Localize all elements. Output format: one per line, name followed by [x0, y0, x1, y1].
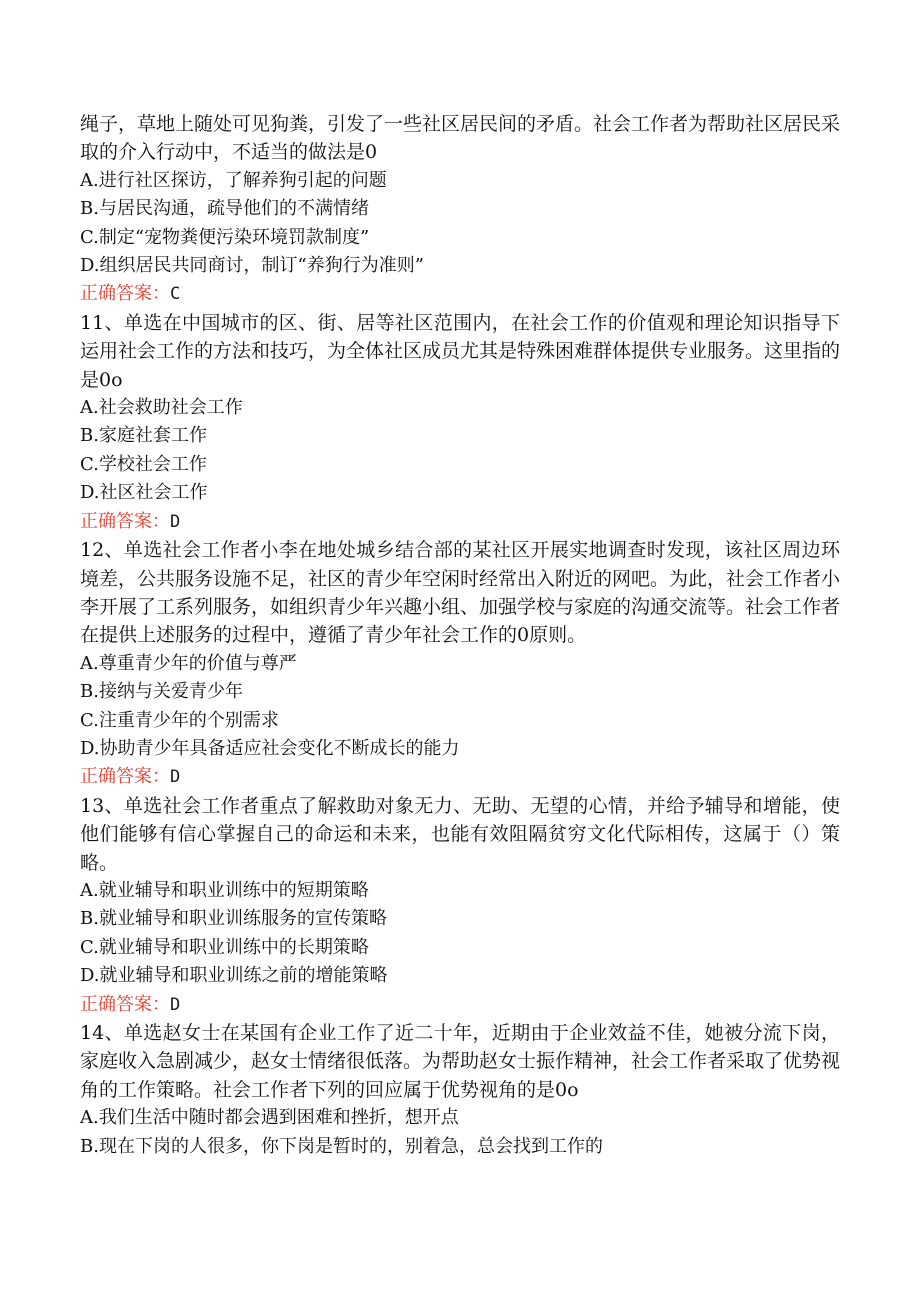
document-page: [80, 110, 840, 1161]
option-c: C.注重青少年的个别需求: [80, 709, 279, 731]
answer-label: 正确答案：: [80, 283, 170, 305]
option-a: A.就业辅导和职业训练中的短期策略: [80, 879, 369, 901]
answer-label: 正确答案：: [80, 510, 170, 532]
answer-value: D: [170, 511, 181, 532]
option-c: C.就业辅导和职业训练中的长期策略: [80, 936, 369, 958]
correct-answer: [80, 991, 840, 1019]
option-b: B.就业辅导和职业训练服务的宣传策略: [80, 908, 387, 930]
question-block-13: [80, 792, 840, 1019]
answer-label: 正确答案：: [80, 993, 170, 1015]
option-a: A.进行社区探访，了解养狗引起的问题: [80, 169, 387, 191]
correct-answer: [80, 763, 840, 791]
answer-label: 正确答案：: [80, 766, 170, 788]
question-text: 14、单选赵女士在某国有企业工作了近二十年，近期由于企业效益不佳，她被分流下岗，家庭收入急剧减少，赵女士情绪很低落。为帮助赵女士振作精神，社会工作者采取了优势视角的工作策略。社会工作者下列的回应属于优势视角的是0o: [80, 1022, 841, 1101]
option-c: C.学校社会工作: [80, 453, 207, 475]
answer-value: D: [170, 767, 181, 788]
question-text: 13、单选社会工作者重点了解救助对象无力、无助、无望的心情，并给予辅导和增能，使他们能够有信心掌握自己的命运和未来，也能有效阻隔贫穷文化代际相传，这属于（）策略。: [80, 794, 840, 874]
option-b: B.家庭社套工作: [80, 425, 207, 447]
option-a: A.社会救助社会工作: [80, 397, 243, 419]
correct-answer: [80, 280, 840, 308]
question-block-prev: [80, 110, 840, 309]
question-block-11: [80, 309, 840, 536]
option-a: A.尊重青少年的价值与尊严: [80, 652, 297, 674]
option-c: C.制定“宠物粪便污染环境罚款制度”: [80, 226, 370, 248]
option-d: D.就业辅导和职业训练之前的增能策略: [80, 965, 388, 987]
option-b: B.现在下岗的人很多，你下岗是暂时的，别着急，总会找到工作的: [80, 1135, 603, 1157]
option-d: D.组织居民共同商讨，制订“养狗行为准则”: [80, 255, 424, 277]
option-a: A.我们生活中随时都会遇到困难和挫折，想开点: [80, 1107, 459, 1129]
answer-value: D: [170, 994, 181, 1015]
option-d: D.社区社会工作: [80, 482, 208, 504]
correct-answer: [80, 508, 840, 536]
question-text: 绳子，草地上随处可见狗粪，引发了一些社区居民间的矛盾。社会工作者为帮助社区居民采取的介入行动中，不适当的做法是0: [80, 113, 841, 164]
question-text: 11、单选在中国城市的区、街、居等社区范围内，在社会工作的价值观和理论知识指导下运用社会工作的方法和技巧，为全体社区成员尤其是特殊困难群体提供专业服务。这里指的是0o: [80, 311, 841, 391]
question-block-12: [80, 536, 840, 792]
answer-value: C: [170, 284, 181, 305]
option-b: B.接纳与关爱青少年: [80, 681, 243, 703]
question-block-14: [80, 1019, 840, 1161]
option-d: D.协助青少年具备适应社会变化不断成长的能力: [80, 737, 460, 759]
question-text: 12、单选社会工作者小李在地处城乡结合部的某社区开展实地调查时发现，该社区周边环境差，公共服务设施不足，社区的青少年空闲时经常出入附近的网吧。为此，社会工作者小李开展了工系列服务，如组织青少年兴趣小组、加强学校与家庭的沟通交流等。社会工作者在提供上述服务的过程中，遵循了青少年社会工作的0原则。: [80, 539, 841, 647]
option-b: B.与居民沟通，疏导他们的不满情绪: [80, 198, 369, 220]
